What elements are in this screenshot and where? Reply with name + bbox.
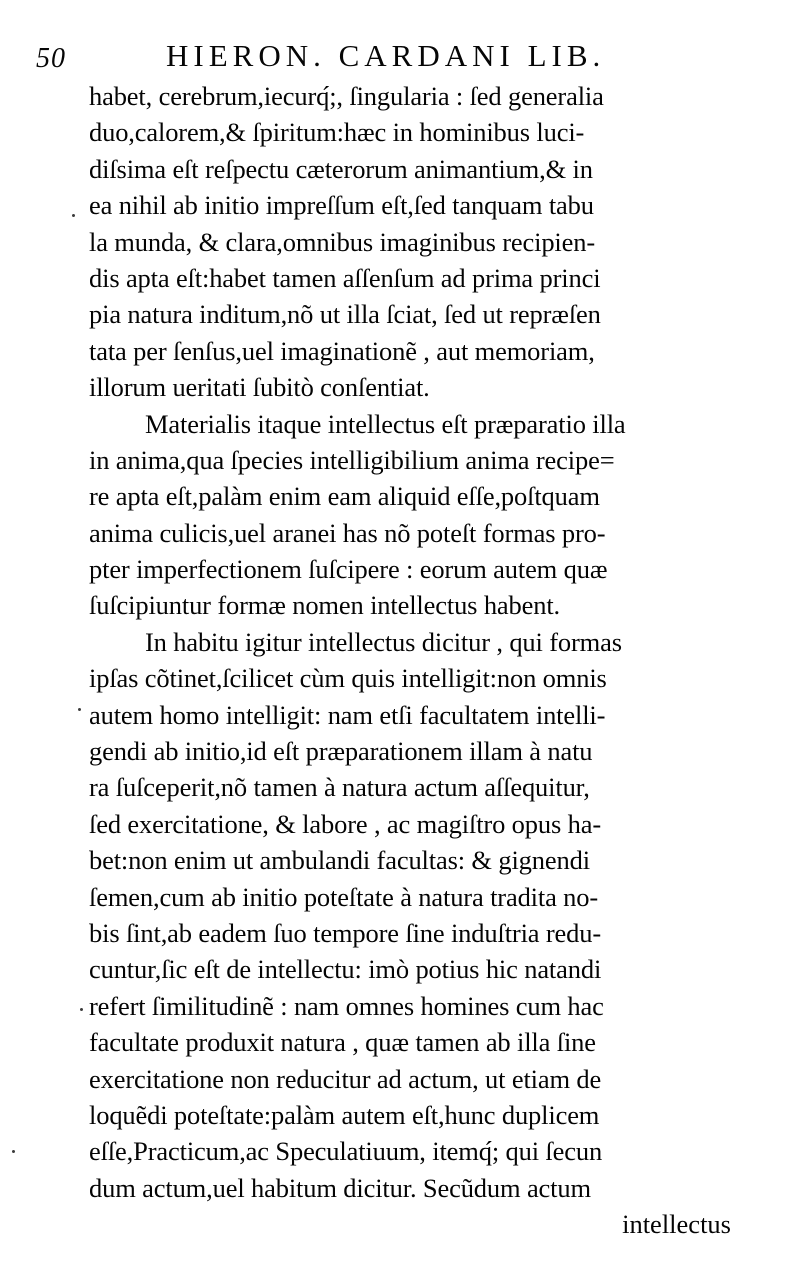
text-line: bet:non enim ut ambulandi facultas: & gignendi [89,845,590,876]
text-line: ra ſuſceperit,nõ tamen à natura actum aſſequitur, [89,772,590,803]
text-line: ſuſcipiuntur formæ nomen intellectus habent. [89,590,561,621]
text-line: la munda, & clara,omnibus imaginibus recipien- [89,226,596,257]
text-line: re apta eſt,palàm enim eam aliquid eſſe,poſtquam [89,481,600,512]
text-line: pter imperfectionem ſuſcipere : eorum autem quæ [89,554,608,585]
ink-speck [12,1150,15,1153]
text-line: gendi ab initio,id eſt præparationem illam à natu [89,736,593,767]
text-line: facultate produxit natura , quæ tamen ab illa ſine [89,1027,596,1058]
text-line: illorum ueritati ſubitò conſentiat. [89,372,430,403]
text-line: ipſas cõtinet,ſcilicet cùm quis intelligit:non omnis [89,663,607,694]
paragraph-first-line: Materialis itaque intellectus eſt præparatio illa [145,408,626,439]
text-line: anima culicis,uel aranei has nõ poteſt formas pro- [89,517,606,548]
text-line: pia natura inditum,nõ ut illa ſciat, ſed ut repræſen [89,299,601,330]
ink-speck [80,1008,83,1011]
text-line: autem homo intelligit: nam etſi facultatem intelli- [89,699,606,730]
text-line: ſed exercitatione, & labore , ac magiſtro opus ha- [89,808,601,839]
body-text [89,78,769,1243]
text-line: habet, cerebrum,iecurq́;, ſingularia : ſed generalia [89,81,604,111]
ink-speck [78,708,81,711]
text-line: ſemen,cum ab initio poteſtate à natura tradita no- [89,881,599,912]
text-line: duo,calorem,& ſpiritum:hæc in hominibus luci- [89,117,585,148]
text-line: cuntur,ſic eſt de intellectu: imò potius hic natandi [89,954,602,985]
page-number: 50 [36,43,66,74]
text-line: exercitatione non reducitur ad actum, ut etiam de [89,1063,602,1094]
text-line: ea nihil ab initio impreſſum eſt,ſed tanquam tabu [89,190,594,221]
running-header [36,34,656,78]
text-line: eſſe,Practicum,ac Speculatiuum, itemq́; qui ſecun [89,1136,603,1167]
text-line: dis apta eſt:habet tamen aſſenſum ad prima princi [89,262,601,293]
text-line: in anima,qua ſpecies intelligibilium anima recipe= [89,444,615,475]
text-line: dum actum,uel habitum dicitur. Secũdum actum [89,1172,591,1203]
catchword: intellectus [622,1209,731,1240]
text-line: bis ſint,ab eadem ſuo tempore ſine induſtria redu- [89,917,602,948]
paragraph-first-line: In habitu igitur intellectus dicitur , qui formas [145,626,622,657]
text-line: tata per ſenſus,uel imaginationẽ , aut memoriam, [89,335,595,366]
ink-speck [72,214,75,217]
running-title: HIERON. CARDANI LIB. [166,38,606,73]
text-line: diſsima eſt reſpectu cæterorum animantium,& in [89,153,593,184]
text-line: refert ſimilitudinẽ : nam omnes homines cum hac [89,990,604,1021]
text-line: loquẽdi poteſtate:palàm autem eſt,hunc duplicem [89,1099,600,1130]
